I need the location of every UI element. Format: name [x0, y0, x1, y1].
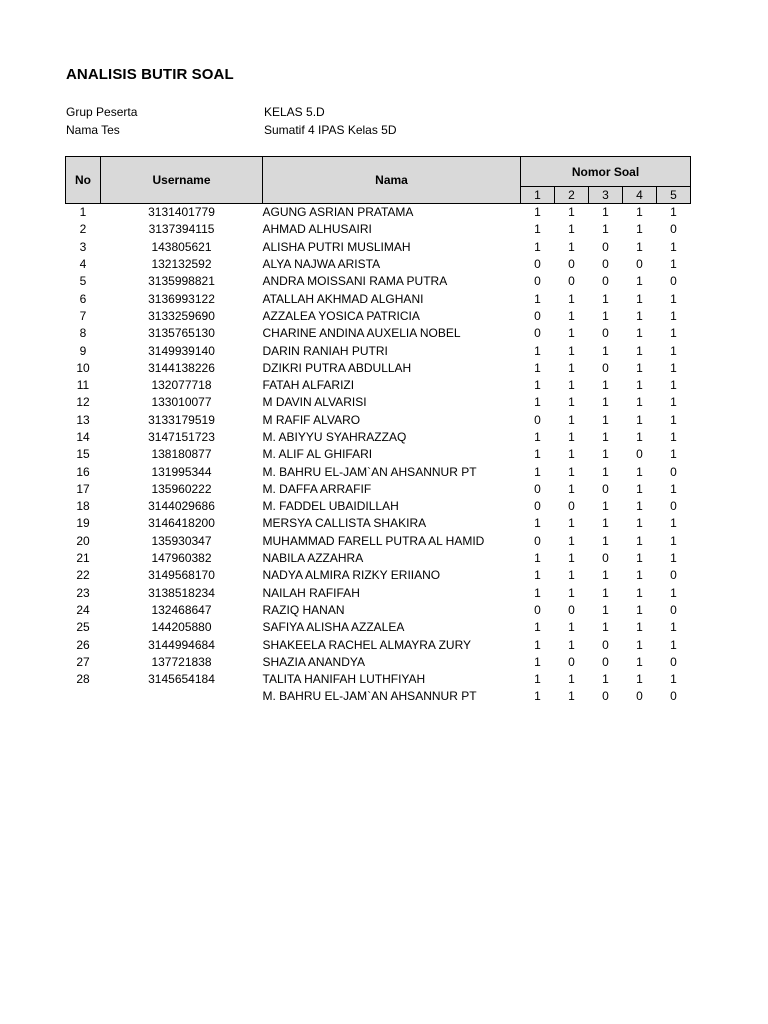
row-answer: 1: [670, 551, 677, 566]
row-name: M. BAHRU EL-JAM`AN AHSANNUR PT: [262, 464, 477, 479]
table-row: [66, 671, 691, 688]
row-answer: 1: [602, 585, 609, 600]
row-username: 132077718: [151, 378, 212, 393]
row-answer: 1: [636, 378, 643, 393]
row-number: 25: [76, 620, 90, 635]
row-username: 3144029686: [148, 499, 215, 514]
row-answer: 1: [670, 516, 677, 531]
row-answer: 1: [568, 672, 575, 687]
row-number: 27: [76, 654, 90, 669]
row-answer: 1: [636, 499, 643, 514]
row-name: SHAKEELA RACHEL ALMAYRA ZURY: [262, 637, 472, 652]
row-answer: 1: [636, 395, 643, 410]
table-row: [66, 360, 691, 377]
row-answer: 1: [568, 205, 575, 220]
row-answer: 1: [568, 620, 575, 635]
row-username: 144205880: [151, 620, 212, 635]
row-number: 1: [79, 205, 87, 220]
row-number: 8: [79, 326, 87, 341]
row-username: 3149939140: [148, 343, 215, 358]
row-answer: 1: [568, 689, 575, 704]
row-answer: 1: [568, 481, 575, 496]
row-answer: 1: [568, 378, 575, 393]
table-row: [66, 636, 691, 653]
row-answer: 1: [568, 326, 575, 341]
row-answer: 1: [602, 205, 609, 220]
row-answer: 1: [568, 308, 575, 323]
header-no: No: [66, 157, 101, 204]
row-name: ANDRA MOISSANI RAMA PUTRA: [262, 274, 448, 289]
row-answer: 1: [602, 516, 609, 531]
row-answer: 1: [670, 395, 677, 410]
row-answer: 1: [670, 447, 677, 462]
row-answer: 1: [602, 499, 609, 514]
row-number: 4: [79, 257, 87, 272]
row-answer: 0: [670, 689, 677, 704]
row-answer: 1: [670, 412, 677, 427]
row-answer: 1: [534, 654, 541, 669]
row-answer: 1: [602, 222, 609, 237]
row-name: CHARINE ANDINA AUXELIA NOBEL: [262, 326, 461, 341]
row-username: 3138518234: [148, 585, 215, 600]
table-row: [66, 429, 691, 446]
row-answer: 1: [534, 620, 541, 635]
row-answer: 0: [636, 447, 643, 462]
row-answer: 0: [670, 464, 677, 479]
row-username: 143805621: [151, 239, 212, 254]
row-number: 23: [76, 585, 90, 600]
table-row: [66, 550, 691, 567]
row-name: M DAVIN ALVARISI: [262, 395, 367, 410]
row-answer: 0: [602, 551, 609, 566]
row-answer: 0: [602, 239, 609, 254]
row-answer: 1: [636, 481, 643, 496]
item-analysis-table: [65, 156, 691, 706]
row-answer: 0: [670, 274, 677, 289]
row-answer: 1: [636, 274, 643, 289]
row-username: 3144994684: [148, 637, 215, 652]
row-username: 3137394115: [148, 222, 215, 237]
row-number: 15: [76, 447, 90, 462]
row-name: NAILAH RAFIFAH: [262, 585, 360, 600]
header-name: Nama: [263, 157, 521, 204]
row-answer: 0: [534, 533, 541, 548]
row-username: 3131401779: [148, 205, 215, 220]
row-name: SAFIYA ALISHA AZZALEA: [262, 620, 405, 635]
row-name: SHAZIA ANANDYA: [262, 654, 365, 669]
row-answer: 0: [534, 257, 541, 272]
row-username: [101, 688, 263, 705]
row-name: AZZALEA YOSICA PATRICIA: [262, 308, 420, 323]
row-answer: 1: [670, 378, 677, 393]
header-question-number: 5: [657, 187, 691, 204]
row-answer: 1: [636, 654, 643, 669]
row-answer: 1: [670, 239, 677, 254]
row-answer: 0: [602, 274, 609, 289]
table-row: [66, 256, 691, 273]
table-row: [66, 463, 691, 480]
row-answer: 1: [636, 637, 643, 652]
row-number: 28: [76, 672, 90, 687]
row-answer: 0: [568, 257, 575, 272]
table-row: [66, 377, 691, 394]
header-username: Username: [101, 157, 263, 204]
row-username: 3135765130: [148, 326, 215, 341]
row-number: 18: [76, 499, 90, 514]
row-name: M. DAFFA ARRAFIF: [262, 481, 372, 496]
row-answer: 1: [534, 222, 541, 237]
table-row: [66, 654, 691, 671]
row-answer: 0: [602, 654, 609, 669]
row-answer: 0: [534, 412, 541, 427]
group-label: Grup Peserta: [66, 105, 138, 119]
row-answer: 0: [568, 499, 575, 514]
header-question-number: 4: [623, 187, 657, 204]
row-answer: 1: [670, 291, 677, 306]
row-name: M. FADDEL UBAIDILLAH: [262, 499, 399, 514]
row-username: 132468647: [151, 602, 212, 617]
header-questions: Nomor Soal: [521, 157, 691, 187]
row-answer: 1: [670, 620, 677, 635]
row-username: 3135998821: [148, 274, 215, 289]
header-question-number: 2: [555, 187, 589, 204]
table-row: [66, 446, 691, 463]
table-row: [66, 602, 691, 619]
row-answer: 1: [568, 412, 575, 427]
row-answer: 1: [568, 568, 575, 583]
row-name: ALISHA PUTRI MUSLIMAH: [262, 239, 411, 254]
row-name: FATAH ALFARIZI: [262, 378, 355, 393]
row-answer: 1: [568, 637, 575, 652]
row-answer: 1: [670, 585, 677, 600]
row-answer: 0: [636, 689, 643, 704]
row-number: [66, 688, 101, 705]
row-answer: 0: [568, 602, 575, 617]
row-answer: 0: [602, 257, 609, 272]
row-answer: 1: [534, 672, 541, 687]
row-username: 132132592: [151, 257, 212, 272]
row-answer: 1: [602, 447, 609, 462]
row-number: 16: [76, 464, 90, 479]
row-name: RAZIQ HANAN: [262, 602, 345, 617]
row-answer: 1: [636, 222, 643, 237]
table-row: [66, 585, 691, 602]
row-answer: 1: [636, 516, 643, 531]
row-number: 22: [76, 568, 90, 583]
row-answer: 1: [602, 464, 609, 479]
row-answer: 1: [636, 343, 643, 358]
row-username: 3136993122: [148, 291, 215, 306]
row-answer: 0: [602, 637, 609, 652]
row-name: M. ALIF AL GHIFARI: [262, 447, 373, 462]
row-number: 9: [79, 343, 87, 358]
row-answer: 1: [568, 360, 575, 375]
row-answer: 1: [602, 620, 609, 635]
table-row: [66, 221, 691, 238]
row-answer: 1: [534, 637, 541, 652]
row-answer: 1: [602, 602, 609, 617]
row-answer: 1: [602, 291, 609, 306]
row-username: 133010077: [151, 395, 212, 410]
table-row: [66, 619, 691, 636]
row-name: M RAFIF ALVARO: [262, 412, 361, 427]
row-answer: 1: [568, 447, 575, 462]
row-answer: 1: [602, 412, 609, 427]
row-answer: 1: [534, 430, 541, 444]
row-username: 3144138226: [148, 360, 215, 375]
table-row: [66, 567, 691, 584]
table-row: [66, 308, 691, 325]
table-row: [66, 498, 691, 515]
row-answer: 1: [534, 464, 541, 479]
row-answer: 1: [568, 551, 575, 566]
row-answer: 1: [636, 620, 643, 635]
row-answer: 1: [568, 239, 575, 254]
test-label: Nama Tes: [66, 123, 120, 137]
row-number: 10: [76, 360, 90, 375]
row-answer: 1: [534, 689, 541, 704]
row-username: 135930347: [151, 533, 212, 548]
row-number: 6: [79, 291, 87, 306]
row-answer: 0: [534, 308, 541, 323]
table-row: [66, 515, 691, 532]
row-username: 147960382: [151, 551, 212, 566]
row-answer: 0: [602, 689, 609, 704]
table-body: [66, 204, 691, 706]
row-username: 138180877: [151, 447, 212, 462]
row-answer: 1: [636, 585, 643, 600]
row-answer: 1: [568, 222, 575, 237]
row-answer: 1: [534, 551, 541, 566]
row-answer: 1: [602, 672, 609, 687]
row-answer: 1: [568, 291, 575, 306]
table-row: [66, 239, 691, 256]
row-answer: 0: [670, 499, 677, 514]
row-name: M. BAHRU EL-JAM`AN AHSANNUR PT: [262, 689, 477, 704]
row-name: ALYA NAJWA ARISTA: [262, 257, 381, 272]
test-value: Sumatif 4 IPAS Kelas 5D: [264, 123, 397, 137]
row-username: 3146418200: [148, 516, 215, 531]
row-answer: 1: [670, 533, 677, 548]
row-answer: 0: [568, 654, 575, 669]
row-answer: 1: [636, 239, 643, 254]
row-name: DZIKRI PUTRA ABDULLAH: [262, 360, 412, 375]
row-number: 3: [79, 239, 87, 254]
row-answer: 1: [534, 447, 541, 462]
row-name: ATALLAH AKHMAD ALGHANI: [262, 291, 424, 306]
row-answer: 1: [670, 637, 677, 652]
table-row: [66, 290, 691, 307]
row-username: 3147151723: [148, 430, 215, 444]
row-answer: 1: [636, 430, 643, 444]
row-answer: 1: [602, 430, 609, 444]
row-number: 24: [76, 602, 90, 617]
row-answer: 1: [568, 430, 575, 444]
row-username: 3149568170: [148, 568, 215, 583]
row-name: NADYA ALMIRA RIZKY ERIIANO: [262, 568, 441, 583]
row-number: 7: [79, 308, 87, 323]
table-row: [66, 204, 691, 222]
row-answer: 1: [534, 395, 541, 410]
row-answer: 1: [602, 378, 609, 393]
row-number: 13: [76, 412, 90, 427]
row-answer: 1: [534, 516, 541, 531]
row-answer: 0: [534, 274, 541, 289]
table-row: [66, 342, 691, 359]
row-answer: 0: [602, 360, 609, 375]
row-number: 5: [79, 274, 87, 289]
table-row: [66, 688, 691, 705]
row-answer: 1: [534, 378, 541, 393]
row-number: 26: [76, 637, 90, 652]
row-name: NABILA AZZAHRA: [262, 551, 364, 566]
table-row: [66, 273, 691, 290]
row-number: 20: [76, 533, 90, 548]
row-answer: 1: [568, 516, 575, 531]
row-answer: 1: [670, 205, 677, 220]
header-question-number: 1: [521, 187, 555, 204]
row-answer: 1: [670, 326, 677, 341]
row-answer: 0: [534, 499, 541, 514]
row-answer: 1: [568, 533, 575, 548]
row-answer: 1: [636, 602, 643, 617]
table-row: [66, 481, 691, 498]
row-answer: 1: [602, 568, 609, 583]
row-answer: 1: [636, 533, 643, 548]
row-answer: 0: [534, 481, 541, 496]
row-answer: 1: [602, 308, 609, 323]
row-username: 137721838: [151, 654, 212, 669]
row-answer: 1: [602, 533, 609, 548]
row-username: 131995344: [151, 464, 212, 479]
row-name: MUHAMMAD FARELL PUTRA AL HAMID: [262, 533, 485, 548]
table-row: [66, 325, 691, 342]
table-row: [66, 412, 691, 429]
row-username: 135960222: [151, 481, 212, 496]
row-answer: 1: [534, 585, 541, 600]
row-name: AHMAD ALHUSAIRI: [262, 222, 372, 237]
group-value: KELAS 5.D: [264, 105, 325, 119]
row-answer: 0: [670, 654, 677, 669]
row-number: 17: [76, 481, 90, 496]
row-answer: 1: [636, 308, 643, 323]
row-answer: 0: [568, 274, 575, 289]
row-answer: 0: [534, 326, 541, 341]
row-answer: 1: [670, 481, 677, 496]
row-answer: 1: [636, 568, 643, 583]
row-answer: 0: [670, 222, 677, 237]
row-name: TALITA HANIFAH LUTHFIYAH: [262, 672, 426, 687]
table-row: [66, 533, 691, 550]
row-answer: 1: [670, 672, 677, 687]
row-answer: 1: [636, 205, 643, 220]
row-answer: 0: [670, 568, 677, 583]
row-name: M. ABIYYU SYAHRAZZAQ: [262, 430, 407, 444]
row-answer: 0: [602, 481, 609, 496]
row-username: 3133259690: [148, 308, 215, 323]
row-number: 2: [79, 222, 87, 237]
row-answer: 1: [670, 430, 677, 444]
row-answer: 1: [534, 343, 541, 358]
row-answer: 1: [636, 412, 643, 427]
row-answer: 1: [534, 205, 541, 220]
row-username: 3133179519: [148, 412, 215, 427]
row-answer: 1: [602, 343, 609, 358]
row-answer: 1: [636, 360, 643, 375]
row-answer: 1: [670, 257, 677, 272]
row-answer: 1: [534, 239, 541, 254]
row-name: AGUNG ASRIAN PRATAMA: [262, 205, 414, 220]
row-answer: 1: [670, 343, 677, 358]
row-number: 12: [76, 395, 90, 410]
row-answer: 0: [602, 326, 609, 341]
row-answer: 1: [670, 360, 677, 375]
row-number: 14: [76, 430, 90, 444]
header-question-number: 3: [589, 187, 623, 204]
row-answer: 1: [568, 585, 575, 600]
row-answer: 0: [636, 257, 643, 272]
row-answer: 0: [534, 602, 541, 617]
row-answer: 1: [534, 291, 541, 306]
row-number: 11: [76, 378, 90, 393]
row-answer: 1: [534, 360, 541, 375]
page-title: ANALISIS BUTIR SOAL: [66, 66, 234, 83]
row-answer: 1: [636, 291, 643, 306]
row-answer: 1: [568, 464, 575, 479]
row-answer: 1: [636, 464, 643, 479]
table-row: [66, 394, 691, 411]
row-name: MERSYA CALLISTA SHAKIRA: [262, 516, 427, 531]
row-answer: 0: [670, 602, 677, 617]
row-answer: 1: [636, 326, 643, 341]
row-name: DARIN RANIAH PUTRI: [262, 343, 388, 358]
row-number: 21: [76, 551, 90, 566]
row-answer: 1: [670, 308, 677, 323]
row-answer: 1: [568, 395, 575, 410]
row-answer: 1: [602, 395, 609, 410]
row-username: 3145654184: [148, 672, 215, 687]
row-answer: 1: [568, 343, 575, 358]
row-number: 19: [76, 516, 90, 531]
row-answer: 1: [534, 568, 541, 583]
row-answer: 1: [636, 551, 643, 566]
row-answer: 1: [636, 672, 643, 687]
